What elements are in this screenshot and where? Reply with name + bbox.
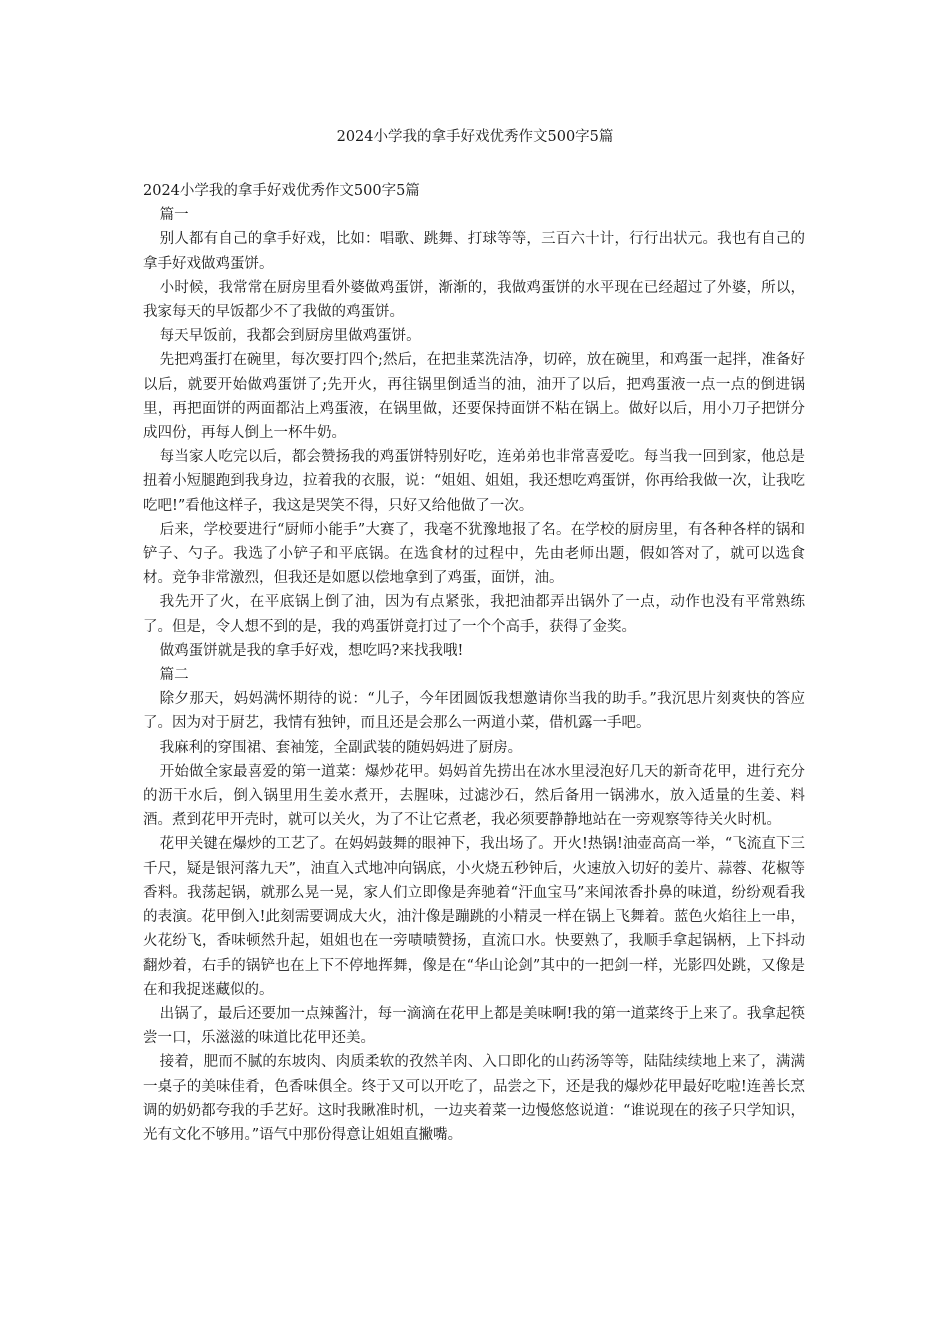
section-heading: 篇一 [159, 207, 189, 224]
paragraph: 做鸡蛋饼就是我的拿手好戏，想吃吗?来找我哦! [159, 642, 464, 659]
paragraph: 除夕那天，妈妈满怀期待的说：“儿子，今年团圆饭我想邀请你当我的助手。”我沉思片刻爽快的答应了。因为对于厨艺，我情有独钟，而且还是会那么一两道小菜，借机露一手吧。 [143, 691, 805, 732]
paragraph: 接着，肥而不腻的东坡肉、肉质柔软的孜然羊肉、入口即化的山药汤等等，陆陆续续地上来了，满满一桌子的美味佳肴，色香味俱全。终于又可以开吃了，品尝之下，还是我的爆炒花甲最好吃啦!连善长烹调的奶奶都夸我的手艺好。这时我瞅准时机，一边夹着菜一边慢悠悠说道：“谁说现在的孩子只学知识，光有文化不够用。”语气中那份得意让姐姐直撇嘴。 [143, 1054, 805, 1143]
paragraph: 出锅了，最后还要加一点辣酱汁，每一滴滴在花甲上都是美味啊!我的第一道菜终于上来了。我拿起筷尝一口，乐滋滋的味道比花甲还美。 [143, 1005, 805, 1047]
paragraph: 花甲关键在爆炒的工艺了。在妈妈鼓舞的眼神下，我出场了。开火!热锅!油壶高高一举，“飞流直下三千尺，疑是银河落九天”，油直入式地冲向锅底，小火烧五秒钟后，火速放入切好的姜片、蒜蓉、花椒等香料。我荡起锅，就那么晃一晃，家人们立即像是奔驰着“汗血宝马”来闻浓香扑鼻的味道，纷纷观看我的表演。花甲倒入!此刻需要调成大火，油汁像是蹦跳的小精灵一样在锅上飞舞着。蓝色火焰往上一串，火花纷飞，香味顿然升起，姐姐也在一旁啧啧赞扬，直流口水。快要熟了，我顺手拿起锅柄，上下抖动翻炒着，右手的锅铲也在上下不停地挥舞，像是在“华山论剑”其中的一把剑一样，光影四处跳，又像是在和我捉迷藏似的。 [143, 836, 805, 998]
paragraph: 先把鸡蛋打在碗里，每次要打四个;然后，在把韭菜洗洁净，切碎，放在碗里，和鸡蛋一起拌，准备好以后，就要开始做鸡蛋饼了;先开火，再往锅里倒适当的油，油开了以后，把鸡蛋液一点一点的倒进锅里，再把面饼的两面都沾上鸡蛋液，在锅里做，还要保持面饼不粘在锅上。做好以后，用小刀子把饼分成四份，再每人倒上一杯牛奶。 [143, 352, 805, 442]
paragraph: 小时候，我常常在厨房里看外婆做鸡蛋饼，渐渐的，我做鸡蛋饼的水平现在已经超过了外婆，所以，我家每天的早饭都少不了我做的鸡蛋饼。 [143, 279, 805, 321]
paragraph: 我先开了火，在平底锅上倒了油，因为有点紧张，我把油都弄出锅外了一点，动作也没有平常熟练了。但是，令人想不到的是，我的鸡蛋饼竟打过了一个个高手，获得了金奖。 [143, 594, 805, 635]
document-title: 2024小学我的拿手好戏优秀作文500字5篇 [336, 129, 614, 145]
document-body [143, 179, 805, 1147]
paragraph: 我麻利的穿围裙、套袖笼，全副武装的随妈妈进了厨房。 [159, 739, 523, 756]
document-subtitle: 2024小学我的拿手好戏优秀作文500字5篇 [143, 183, 420, 199]
paragraph: 每天早饭前，我都会到厨房里做鸡蛋饼。 [159, 328, 421, 345]
paragraph: 后来，学校要进行“厨师小能手”大赛了，我毫不犹豫地报了名。在学校的厨房里，有各种各样的锅和铲子、勺子。我选了小铲子和平底锅。在选食材的过程中，先由老师出题，假如答对了，就可以选食材。竞争非常激烈，但我还是如愿以偿地拿到了鸡蛋，面饼，油。 [143, 521, 805, 587]
paragraph: 开始做全家最喜爱的第一道菜：爆炒花甲。妈妈首先捞出在冰水里浸泡好几天的新奇花甲，进行充分的沥干水后，倒入锅里用生姜水煮开，去腥味，过滤沙石，然后备用一锅沸水，放入适量的生姜、料酒。煮到花甲开壳时，就可以关火，为了不让它煮老，我必须要静静地站在一旁观察等待关火时机。 [143, 763, 805, 829]
paragraph: 每当家人吃完以后，都会赞扬我的鸡蛋饼特别好吃，连弟弟也非常喜爱吃。每当我一回到家，他总是扭着小短腿跑到我身边，拉着我的衣服，说：“姐姐、姐姐，我还想吃鸡蛋饼，你再给我做一次，让我吃吃吧!”看他这样子，我这是哭笑不得，只好又给他做了一次。 [143, 449, 805, 514]
paragraph: 别人都有自己的拿手好戏，比如：唱歌、跳舞、打球等等，三百六十计，行行出状元。我也有自己的拿手好戏做鸡蛋饼。 [143, 231, 805, 272]
section-heading: 篇二 [159, 667, 189, 684]
